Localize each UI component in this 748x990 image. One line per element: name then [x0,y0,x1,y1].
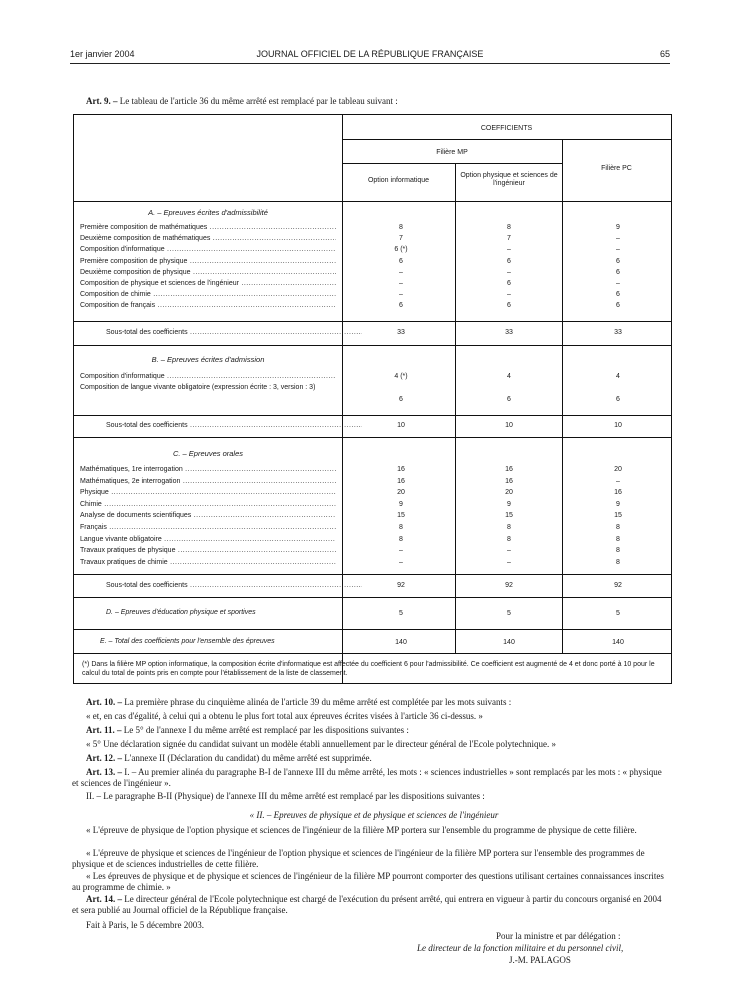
article-13-quote-1: « L'épreuve de physique de l'option physique et sciences de l'ingénieur de la filière MP portera sur l'ensemble du programme de physique de cette filière. [86,825,637,835]
header-filiere-pc: Filière PC [601,165,632,172]
table-row: Mathématiques, 2e interrogation ..... 16 16 – [74,476,671,487]
fait-a-paris: Fait à Paris, le 5 décembre 2003. [86,920,204,930]
table-row: Composition de langue vivante obligatoire (expression écrite : 3, version : 3) 6 6 6 [80,384,620,403]
article-9-text: Le tableau de l'article 36 du même arrêté est remplacé par le tableau suivant : [119,96,398,106]
table-row: Deuxième composition de physique ..... – – 6 [74,267,671,278]
table-row: Français ..... 8 8 8 [74,522,671,533]
header-page-number: 65 [659,49,670,59]
table-row: Composition de chimie ..... – – 6 [74,289,671,300]
table-row: Deuxième composition de mathématiques ..... 7 7 – [74,233,671,244]
header-coefficients: COEFFICIENTS [480,125,533,132]
table-row: Langue vivante obligatoire ..... 8 8 8 [74,534,671,545]
table-footnote: (*) Dans la filière MP option informatique, la composition écrite d'informatique est affectée du coefficient 6 pour l'admissibilité. Ce coefficient est augmenté de 4 et donc porté à 10 pour le calcul du total de points pris en compte pour l'établissement de la liste de classement. [82,661,655,677]
article-10-quote: « et, en cas d'égalité, à celui qui a obtenu le plus fort total aux épreuves écrites visées à l'article 36 ci-dessus. » [86,711,483,721]
table-row: Composition de français ..... 6 6 6 [74,300,671,311]
article-11: Art. 11. – Le 5° de l'annexe I du même arrêté est remplacé par les dispositions suivantes : [86,725,409,735]
subtotal-b-row: Sous-total des coefficients ..... 10 10 10 [74,420,671,431]
table-row: Chimie ..... 9 9 9 [74,499,671,510]
subtotal-c-row: Sous-total des coefficients ..... 92 92 92 [74,580,671,591]
section-a-title: A. – Epreuves écrites d'admissibilité [148,208,268,217]
header-filiere-mp: Filière MP [436,149,468,156]
row-e: E. – Total des coefficients pour l'ensemble des épreuves 140 140 140 [100,638,624,646]
table-row: Première composition de physique ..... 6 6 6 [74,256,671,267]
table-row: Première composition de mathématiques ..... 8 8 9 [74,222,671,233]
table-row: Analyse de documents scientifiques ..... 15 15 15 [74,510,671,521]
article-9-label: Art. 9. – [86,96,118,106]
table-row: Mathématiques, 1re interrogation ..... 16 16 20 [74,464,671,475]
section-c-title: C. – Epreuves orales [172,449,244,458]
table-row: Composition d'informatique ..... 4 (*) 4 4 [74,371,671,382]
header-option-physique: Option physique et sciences de l'ingénieur [460,172,558,187]
row-d: D. – Epreuves d'éducation physique et sportives 5 5 5 [106,609,620,617]
article-13: Art. 13. – I. – Au premier alinéa du paragraphe B-I de l'annexe III du même arrêté, les mots : « sciences industrielles » sont remplacés par les mots : « physique et sciences de l'ingénieur ». [72,767,662,788]
table-row: Travaux pratiques de physique ..... – – 8 [74,545,671,556]
table-row: Composition de physique et sciences de l'ingénieur ..... – 6 – [74,278,671,289]
coefficients-table [73,114,672,684]
article-13-quote-title: « II. – Epreuves de physique et de physique et sciences de l'ingénieur [249,810,499,820]
header-date: 1er janvier 2004 [70,49,135,59]
table-row: Composition d'informatique ..... 6 (*) – – [74,244,671,255]
article-13-part-2: II. – Le paragraphe B-II (Physique) de l'annexe III du même arrêté est remplacé par les dispositions suivantes : [86,791,485,801]
table-row: Physique ..... 20 20 16 [74,487,671,498]
header-title: JOURNAL OFFICIEL DE LA RÉPUBLIQUE FRANÇAISE [256,49,484,59]
article-13-quote-2: « L'épreuve de physique et sciences de l'ingénieur de l'option physique et sciences de l'ingénieur de la filière MP portera sur l'ensemble des programmes de physique et de sciences industrielles de cette filière. [72,848,645,869]
article-9 [86,96,398,106]
page-header [70,47,670,64]
subtotal-a-row: Sous-total des coefficients ..... 33 33 33 [74,327,671,338]
article-11-quote: « 5° Une déclaration signée du candidat suivant un modèle établi annuellement par le directeur général de l'Ecole polytechnique. » [86,739,557,749]
article-10: Art. 10. – La première phrase du cinquième alinéa de l'article 39 du même arrêté est complétée par les mots suivants : [86,697,512,707]
signature-line-2: Le directeur de la fonction militaire et du personnel civil, [417,943,624,953]
article-13-quote-3: « Les épreuves de physique et de physique et sciences de l'ingénieur de la filière MP pourront comporter des questions utilisant certaines connaissances inscrites au programme de chimie. » [72,871,664,892]
header-option-informatique: Option informatique [367,177,430,184]
section-b-title: B. – Epreuves écrites d'admission [151,355,265,364]
article-12: Art. 12. – L'annexe II (Déclaration du candidat) du même arrêté est supprimée. [86,753,372,763]
signature-name: J.-M. PALAGOS [509,955,571,965]
article-14: Art. 14. – Le directeur général de l'Ecole polytechnique est chargé de l'exécution du présent arrêté, qui entrera en vigueur à partir du concours organisé en 2004 et sera publié au Journal officiel de la République française. [72,894,662,915]
signature-line-1: Pour la ministre et par délégation : [496,931,621,941]
table-row: Travaux pratiques de chimie ..... – – 8 [74,557,671,568]
